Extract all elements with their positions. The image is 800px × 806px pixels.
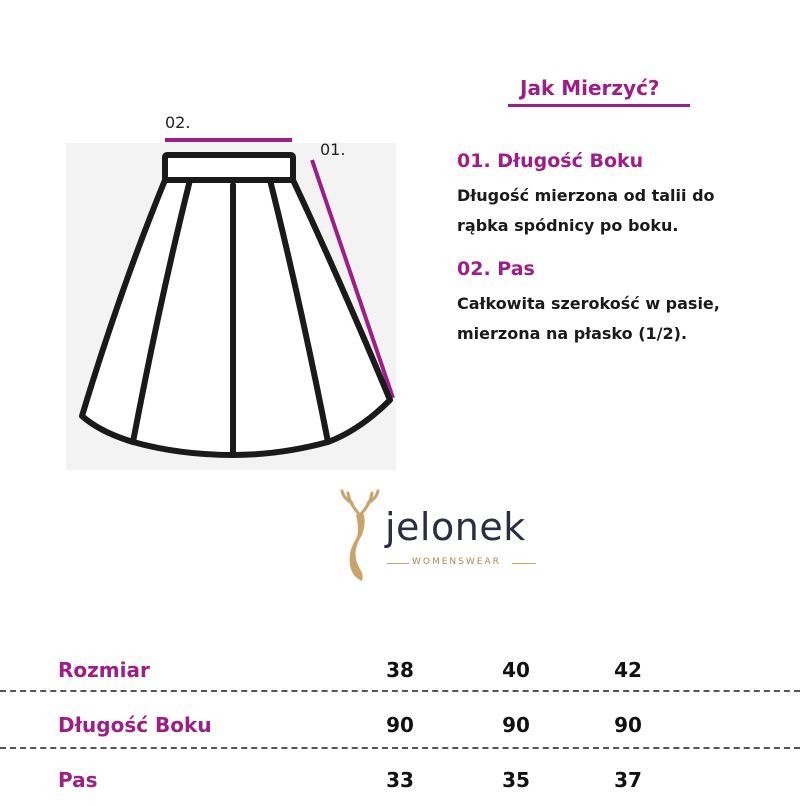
table-row-side-length [0,703,800,751]
brand-divider-left [387,563,409,564]
table-row-size [0,648,800,696]
section-waist-text [457,289,787,349]
waist-measure-label: 02. [165,113,191,132]
row-label: Rozmiar [58,658,150,682]
cell-value: 90 [614,713,642,737]
brand-name: jelonek [385,505,526,549]
section-side-length-title: 01. Długość Boku [457,150,644,172]
section-side-length-line: Długość mierzona od talii do [457,186,715,205]
section-waist-line: Całkowita szerokość w pasie, [457,294,720,313]
deer-antler-icon [330,485,390,585]
row-label: Pas [58,768,98,792]
brand-tagline: WOMENSWEAR [412,557,501,567]
cell-value: 35 [502,768,530,792]
cell-value: 90 [502,713,530,737]
brand-logo [330,485,550,585]
section-waist-line: mierzona na płasko (1/2). [457,324,688,343]
table-divider [0,747,800,749]
cell-value: 33 [386,768,414,792]
howto-title: Jak Mierzyć? [520,76,660,100]
cell-value: 37 [614,768,642,792]
howto-underline [508,104,690,107]
table-row-waist [0,758,800,806]
section-side-length-line: rąbka spódnicy po boku. [457,216,679,235]
section-waist-title: 02. Pas [457,258,535,280]
section-side-length-text [457,181,787,241]
cell-value: 90 [386,713,414,737]
cell-value: 38 [386,658,414,682]
skirt-illustration-panel [66,143,396,470]
side-measure-label: 01. [320,140,346,159]
cell-value: 40 [502,658,530,682]
cell-value: 42 [614,658,642,682]
row-label: Długość Boku [58,713,212,737]
table-divider [0,690,800,692]
brand-divider-right [512,563,536,564]
